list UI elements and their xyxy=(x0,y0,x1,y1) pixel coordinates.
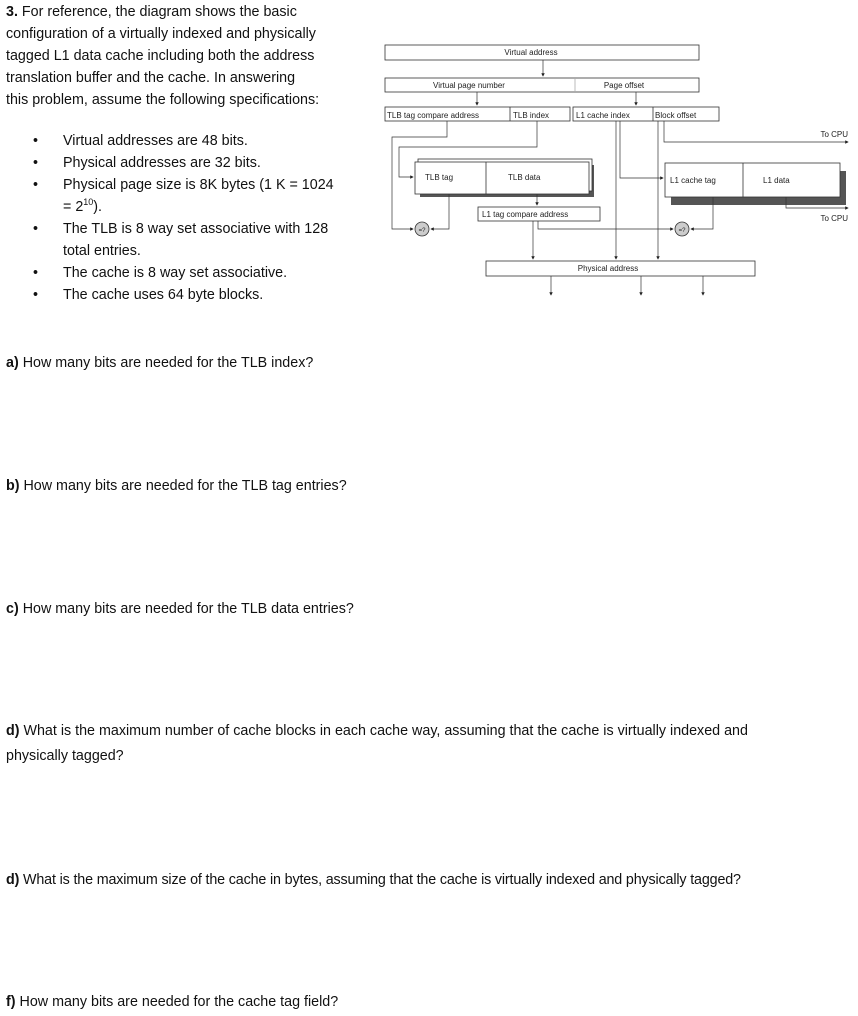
list-item: • The TLB is 8 way set associative with 128 total entries. xyxy=(33,221,329,259)
cache-diagram xyxy=(0,0,858,310)
page-offset-label: Page offset xyxy=(603,81,645,90)
physical-address-label: Physical address xyxy=(577,264,639,273)
l1-tag-compare-label: L1 tag compare address xyxy=(482,210,569,219)
question-d2: d) What is the maximum size of the cache in bytes, assuming that the cache is virtually indexed and physically tagged? xyxy=(6,872,741,888)
l1-data-label: L1 data xyxy=(763,176,790,185)
list-item: • Virtual addresses are 48 bits. xyxy=(33,133,248,149)
tlb-tag-label: TLB tag xyxy=(425,173,454,182)
list-item: • Physical page size is 8K bytes (1 K = 1024 = $2^{10}$). xyxy=(33,177,334,215)
block-offset-label: Block offset xyxy=(655,111,697,120)
question-b: b) How many bits are needed for the TLB tag entries? xyxy=(6,478,347,494)
l1-cache-tag-label: L1 cache tag xyxy=(670,176,716,185)
tlb-comparator-label: =? xyxy=(418,228,426,234)
question-f: f) How many bits are needed for the cache tag field? xyxy=(6,994,339,1010)
question-d1: d) What is the maximum number of cache blocks in each cache way, assuming that the cache is virtually indexed and physically tagged? xyxy=(6,723,748,764)
l1-cache-index-label: L1 cache index xyxy=(576,111,630,120)
to-cpu-bottom-label: To CPU xyxy=(820,214,848,223)
virtual-address-label: Virtual address xyxy=(504,48,558,57)
to-cpu-top-label: To CPU xyxy=(820,130,848,139)
list-item: • The cache uses 64 byte blocks. xyxy=(33,287,264,303)
question-a: a) How many bits are needed for the TLB index? xyxy=(6,355,314,371)
list-item: • Physical addresses are 32 bits. xyxy=(33,155,261,171)
tlb-data-label: TLB data xyxy=(508,173,541,182)
question-c: c) How many bits are needed for the TLB data entries? xyxy=(6,601,354,617)
tlb-tag-compare-label: TLB tag compare address xyxy=(387,111,480,120)
problem-intro: 3. For reference, the diagram shows the basic configuration of a virtually indexed and physically tagged L1 data cache including both the address translation buffer and the cache. In answering this problem, assume the following specifications: xyxy=(6,4,320,108)
problem-number: 3. xyxy=(6,4,18,20)
cache-comparator-label: =? xyxy=(678,228,686,234)
vpn-label: Virtual page number xyxy=(433,81,505,90)
tlb-index-label: TLB index xyxy=(513,111,550,120)
list-item: • The cache is 8 way set associative. xyxy=(33,265,288,281)
